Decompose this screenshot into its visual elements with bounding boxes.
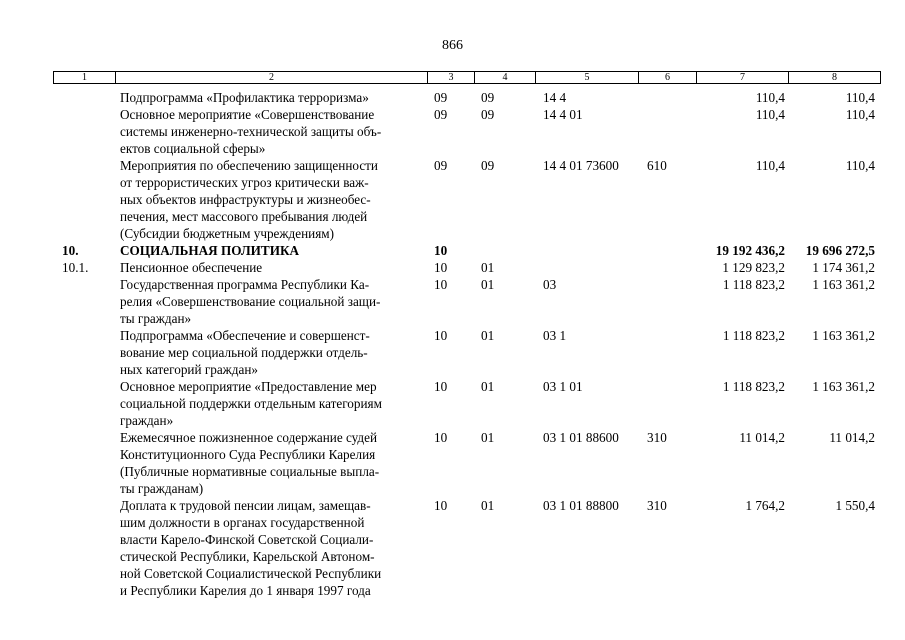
description-line: Подпрограмма «Обеспечение и совершенст- (120, 328, 370, 343)
col-header-4: 4 (475, 72, 536, 84)
table-row (53, 497, 880, 599)
subsection-code: 01 (481, 260, 495, 275)
description-line: Подпрограмма «Профилактика терроризма» (120, 90, 369, 105)
amount-year-2: 110,4 (845, 107, 875, 122)
description-line: (Субсидии бюджетным учреждениям) (120, 226, 334, 241)
amount-year-1: 1 129 823,2 (722, 260, 785, 275)
table-row (53, 429, 880, 497)
section-code: 10 (434, 260, 448, 275)
row-number: 10. (62, 243, 79, 258)
budget-table-body (53, 89, 880, 599)
description-line: Доплата к трудовой пенсии лицам, замещав- (120, 498, 371, 513)
expense-type-code: 310 (647, 498, 667, 513)
description-line: граждан» (120, 413, 174, 428)
amount-year-1: 110,4 (755, 158, 785, 173)
row-description (120, 157, 426, 242)
section-code: 10 (434, 277, 448, 292)
subsection-code: 01 (481, 498, 495, 513)
description-line: и Республики Карелия до 1 января 1997 года (120, 583, 371, 598)
amount-year-2: 19 696 272,5 (805, 243, 875, 258)
target-article-code: 03 1 01 88600 (543, 430, 619, 445)
amount-year-1: 1 118 823,2 (722, 277, 785, 292)
description-line: системы инженерно-технической защиты объ- (120, 124, 382, 139)
subsection-code: 09 (481, 158, 495, 173)
amount-year-1: 1 764,2 (745, 498, 785, 513)
target-article-code: 14 4 01 73600 (543, 158, 619, 173)
row-number: 10.1. (62, 260, 89, 275)
amount-year-2: 1 550,4 (835, 498, 875, 513)
amount-year-2: 11 014,2 (829, 430, 875, 445)
amount-year-2: 110,4 (845, 90, 875, 105)
description-line: Конституционного Суда Республики Карелия (120, 447, 376, 462)
target-article-code: 14 4 01 (543, 107, 583, 122)
table-row (53, 106, 880, 157)
amount-year-1: 19 192 436,2 (715, 243, 785, 258)
row-description (120, 378, 426, 429)
amount-year-1: 1 118 823,2 (722, 328, 785, 343)
description-line: стической Республики, Карельской Автоном- (120, 549, 375, 564)
target-article-code: 03 1 01 (543, 379, 583, 394)
amount-year-2: 1 163 361,2 (812, 277, 875, 292)
col-header-5: 5 (536, 72, 639, 84)
description-line: власти Карело-Финской Советской Социали- (120, 532, 374, 547)
col-header-1: 1 (54, 72, 116, 84)
row-description (120, 429, 426, 497)
table-row (53, 157, 880, 242)
subsection-code: 09 (481, 107, 495, 122)
target-article-code: 03 (543, 277, 557, 292)
expense-type-code: 610 (647, 158, 667, 173)
description-line: Ежемесячное пожизненное содержание судей (120, 430, 378, 445)
description-line: ной Советской Социалистической Республики (120, 566, 382, 581)
table-row (53, 276, 880, 327)
col-header-2: 2 (116, 72, 428, 84)
section-code: 10 (434, 243, 448, 258)
description-line: Пенсионное обеспечение (120, 260, 263, 275)
target-article-code: 03 1 01 88800 (543, 498, 619, 513)
row-description (120, 327, 426, 378)
section-code: 10 (434, 498, 448, 513)
table-row (53, 378, 880, 429)
row-description (120, 259, 426, 276)
section-code: 09 (434, 90, 448, 105)
section-code: 10 (434, 328, 448, 343)
description-line: социальной поддержки отдельным категориям (120, 396, 382, 411)
table-row (53, 327, 880, 378)
description-line: от террористических угроз критически важ- (120, 175, 369, 190)
description-line: ных категорий граждан» (120, 362, 259, 377)
col-header-3: 3 (428, 72, 475, 84)
col-header-8: 8 (789, 72, 881, 84)
amount-year-2: 1 174 361,2 (812, 260, 875, 275)
description-line: печения, мест массового пребывания людей (120, 209, 368, 224)
description-line: Основное мероприятие «Предоставление мер (120, 379, 377, 394)
description-line: Мероприятия по обеспечению защищенности (120, 158, 378, 173)
section-code: 09 (434, 107, 448, 122)
description-line: Основное мероприятие «Совершенствование (120, 107, 375, 122)
row-description (120, 497, 426, 599)
row-description (120, 276, 426, 327)
subsection-code: 01 (481, 379, 495, 394)
column-number-header (53, 71, 881, 84)
amount-year-1: 110,4 (755, 107, 785, 122)
target-article-code: 14 4 (543, 90, 567, 105)
amount-year-1: 110,4 (755, 90, 785, 105)
description-line: Государственная программа Республики Ка- (120, 277, 370, 292)
target-article-code: 03 1 (543, 328, 567, 343)
description-line: ты гражданам) (120, 481, 204, 496)
amount-year-2: 1 163 361,2 (812, 379, 875, 394)
row-description (120, 89, 426, 106)
amount-year-2: 1 163 361,2 (812, 328, 875, 343)
description-line: шим должности в органах государственной (120, 515, 365, 530)
description-line: ектов социальной сферы» (120, 141, 266, 156)
section-code: 10 (434, 430, 448, 445)
page-number: 866 (442, 38, 463, 53)
row-description (120, 242, 426, 259)
description-line: релия «Совершенствование социальной защи- (120, 294, 381, 309)
section-code: 09 (434, 158, 448, 173)
col-header-7: 7 (697, 72, 789, 84)
row-description (120, 106, 426, 157)
table-row (53, 259, 880, 276)
amount-year-2: 110,4 (845, 158, 875, 173)
amount-year-1: 1 118 823,2 (722, 379, 785, 394)
table-row (53, 89, 880, 106)
description-line: ных объектов инфраструктуры и жизнеобес- (120, 192, 371, 207)
amount-year-1: 11 014,2 (739, 430, 785, 445)
section-code: 10 (434, 379, 448, 394)
subsection-code: 01 (481, 328, 495, 343)
description-line: ты граждан» (120, 311, 192, 326)
subsection-code: 09 (481, 90, 495, 105)
subsection-code: 01 (481, 277, 495, 292)
subsection-code: 01 (481, 430, 495, 445)
expense-type-code: 310 (647, 430, 667, 445)
description-line: (Публичные нормативные социальные выпла- (120, 464, 380, 479)
description-line: СОЦИАЛЬНАЯ ПОЛИТИКА (120, 243, 300, 258)
description-line: вование мер социальной поддержки отдель- (120, 345, 368, 360)
table-row (53, 242, 880, 259)
col-header-6: 6 (639, 72, 697, 84)
